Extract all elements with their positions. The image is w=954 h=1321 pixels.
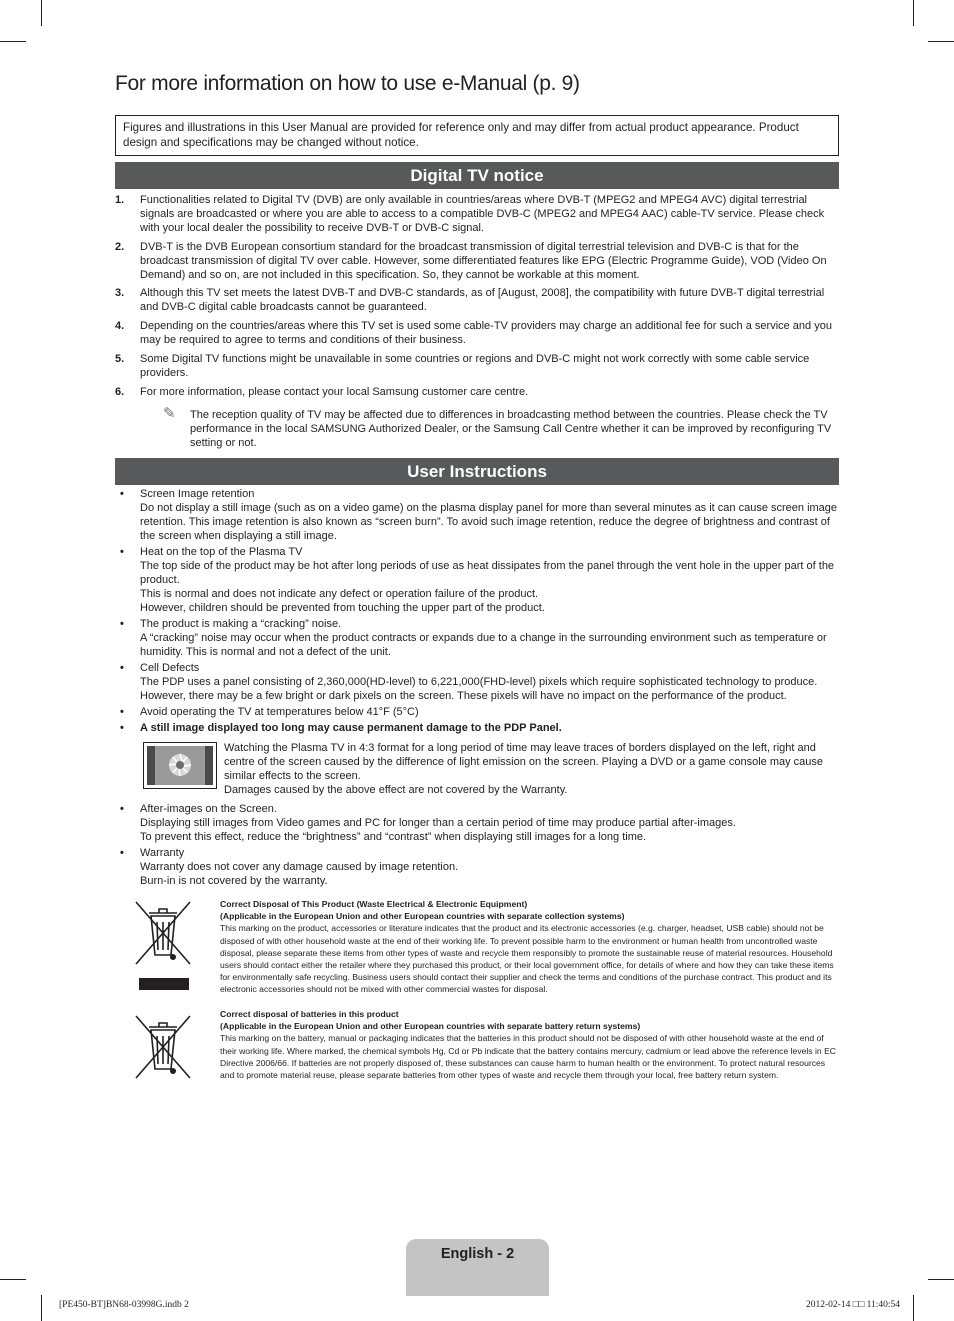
tv-screen-figure [143, 742, 217, 789]
item-text: DVB-T is the DVB European consortium standard for the broadcast transmission of digital terrestrial television and DVB-C is that for the broadcast transmission of digital TV over cable. However, some differentiated features like EPG (Electric Programme Guide), VOD (Video On Demand) and so on, are not included in this specification. So, they cannot be workable at this moment. [140, 240, 827, 281]
item-body: Do not display a still image (such as on a video game) on the plasma display panel for more than several minutes as it can cause screen image retention. This image retention is also known as “screen burn”. To avoid such image retention, reduce the degree of brightness and contrast of the screen when displaying a still image. [140, 502, 838, 542]
weee-disposal-block [115, 898, 839, 1002]
list-item [115, 320, 839, 348]
crop-mark [928, 41, 954, 42]
item-heading: The product is making a “cracking” noise. [140, 618, 342, 630]
item-body: Burn-in is not covered by the warranty. [140, 875, 328, 887]
print-slug-left: [PE450-BT]BN68-03998G.indb 2 [59, 1300, 189, 1310]
item-heading: A still image displayed too long may cause permanent damage to the PDP Panel. [140, 722, 562, 734]
disposal-subtitle: (Applicable in the European Union and other European countries with separate collection systems) [220, 911, 625, 922]
disposal-text: This marking on the product, accessories or literature indicates that the product and its electronic accessories (e.g. charger, headset, USB cable) should not be disposed of with other household waste at the end of their working life. To prevent possible harm to the environment or human health from uncontrolled waste disposal, please separate these items from other types of waste and recycle them responsibly to promote the sustainable reuse of material resources. Household users should contact either the retailer where they purchased this product, or their local government office, for details of where and how they can take these items for environmentally safe recycling. Business users should contact their supplier and check the terms and conditions of the purchase contract. This product and its electronic accessories should not be mixed with other commercial wastes for disposal. [220, 923, 834, 995]
bullet: • [120, 618, 124, 630]
user-instructions-list [115, 487, 839, 890]
crossed-wheelie-bin-icon [134, 900, 192, 966]
item-body: The PDP uses a panel consisting of 2,360,000(HD-level) to 6,221,000(FHD-level) pixels which require sophisticated technology to produce. However, there may be a few bright or dark pixels on the screen. These pixels will have no impact on the performance of the product. [140, 676, 818, 702]
pencil-note-icon: ✎ [163, 404, 176, 422]
item-body: A “cracking” noise may occur when the product contracts or expands due to a change in the surrounding environment such as temperature or humidity. This is normal and not a defect of the unit. [140, 632, 827, 658]
item-heading: Avoid operating the TV at temperatures below 41°F (5°C) [140, 706, 419, 718]
item-text: Although this TV set meets the latest DVB-T and DVB-C standards, as of [August, 2008], the compatibility with future DVB-T digital terrestrial and DVB-C digital cable broadcasts cannot be guaranteed. [140, 287, 825, 314]
item-number: 2. [115, 240, 125, 253]
disposal-text: This marking on the battery, manual or packaging indicates that the batteries in this product should not be disposed of with other household waste at the end of their working life. Where marked, the chemical symbols Hg, Cd or Pb indicate that the battery contains mercury, cadmium or lead above the reference levels in EC Directive 2006/66. If batteries are not properly disposed of, these substances can cause harm to human health or the environment. To protect natural resources and to promote material reuse, please separate batteries from other types of waste and recycle them through your local, free battery return system. [220, 1033, 837, 1081]
item-heading: Screen Image retention [140, 488, 255, 500]
item-text: Some Digital TV functions might be unavailable in some countries or regions and DVB-C might not work correctly with some cable service providers. [140, 353, 810, 379]
list-item [115, 846, 839, 888]
disposal-title: Correct disposal of batteries in this product [220, 1009, 399, 1019]
crop-mark [0, 41, 26, 42]
item-text: For more information, please contact your local Samsung customer care centre. [140, 385, 529, 398]
item-number: 5. [115, 353, 125, 366]
list-item [115, 386, 839, 451]
list-item [115, 353, 839, 381]
digital-tv-list [115, 194, 839, 456]
list-item [115, 545, 839, 615]
list-item [115, 194, 839, 236]
list-item [115, 287, 839, 315]
bullet: • [120, 803, 124, 815]
figure-text: Watching the Plasma TV in 4:3 format for a long period of time may leave traces of borders displayed on the left, right and centre of the screen caused by the difference of light emission on the screen. Playing a DVD or a game console may cause similar effects to the screen. [224, 742, 824, 782]
item-body: Warranty does not cover any damage caused by image retention. [140, 861, 459, 873]
item-body: The top side of the product may be hot after long periods of use as heat dissipates from the panel through the vent hole in the upper part of the product. [140, 560, 835, 586]
disposal-section [115, 898, 839, 1081]
item-number: 4. [115, 320, 125, 333]
item-heading: Cell Defects [140, 662, 200, 674]
black-bar-mark [139, 978, 189, 990]
print-slug-right: 2012-02-14 □□ 11:40:54 [806, 1300, 900, 1310]
item-text: Depending on the countries/areas where this TV set is used some cable-TV providers may charge an additional fee for such a service and you may be required to agree to terms and conditions of their business. [140, 320, 832, 347]
item-number: 1. [115, 194, 125, 206]
section-header-user-instructions: User Instructions [115, 458, 839, 485]
list-item [115, 802, 839, 844]
list-item [115, 721, 839, 797]
list-item [115, 487, 839, 543]
item-body: Displaying still images from Video games and PC for longer than a certain period of time may produce partial after-images. [140, 817, 736, 829]
disposal-subtitle: (Applicable in the European Union and other European countries with separate battery return systems) [220, 1021, 641, 1032]
reception-note [140, 404, 839, 451]
item-heading: Heat on the top of the Plasma TV [140, 546, 303, 558]
crop-mark [41, 1295, 42, 1321]
list-item [115, 705, 839, 719]
crop-mark [41, 0, 42, 26]
crop-mark [913, 1295, 914, 1321]
disposal-title: Correct Disposal of This Product (Waste Electrical & Electronic Equipment) [220, 899, 528, 909]
item-body: This is normal and does not indicate any defect or operation failure of the product. [140, 588, 539, 600]
bullet: • [120, 662, 124, 674]
bullet: • [120, 722, 124, 734]
bullet: • [120, 546, 124, 558]
crop-mark [913, 0, 914, 26]
disclaimer-box: Figures and illustrations in this User Manual are provided for reference only and may differ from actual product appearance. Product design and specifications may be changed without notice. [115, 115, 839, 156]
battery-disposal-block [115, 1008, 839, 1081]
section-header-digital-tv: Digital TV notice [115, 162, 839, 189]
item-heading: Warranty [140, 847, 185, 859]
page-number-tab: English - 2 [406, 1239, 549, 1296]
still-image-figure [140, 741, 839, 797]
item-text: Functionalities related to Digital TV (DVB) are only available in countries/areas where DVB-T (MPEG2 and MPEG4 AVC) digital terrestrial signals are broadcasted or where you are able to access to a compatible DVB-C (MPEG2 and MPEG4 AAC) cable-TV service. Please check with your local dealer the possibility to receive DVB-T or DVB-C signal. [140, 194, 825, 234]
item-number: 6. [115, 385, 125, 398]
item-heading: After-images on the Screen. [140, 803, 277, 815]
note-text: The reception quality of TV may be affected due to differences in broadcasting method between the countries. Please check the TV performance in the local SAMSUNG Authorized Dealer, or the Samsung Call Centre whether it can be improved by reconfiguring TV setting or not. [190, 408, 832, 449]
crossed-wheelie-bin-icon [134, 1014, 192, 1080]
crop-mark [0, 1279, 26, 1280]
page-title: For more information on how to use e-Manual (p. 9) [115, 72, 580, 95]
list-item [115, 241, 839, 283]
item-body: However, children should be prevented from touching the upper part of the product. [140, 602, 545, 614]
bullet: • [120, 488, 124, 500]
crop-mark [928, 1279, 954, 1280]
item-body: To prevent this effect, reduce the “brightness” and “contrast” when displaying still images for a long time. [140, 831, 647, 843]
list-item [115, 661, 839, 703]
bullet: • [120, 847, 124, 859]
list-item [115, 617, 839, 659]
item-number: 3. [115, 287, 125, 300]
bullet: • [120, 706, 124, 718]
figure-text: Damages caused by the above effect are not covered by the Warranty. [224, 784, 568, 796]
